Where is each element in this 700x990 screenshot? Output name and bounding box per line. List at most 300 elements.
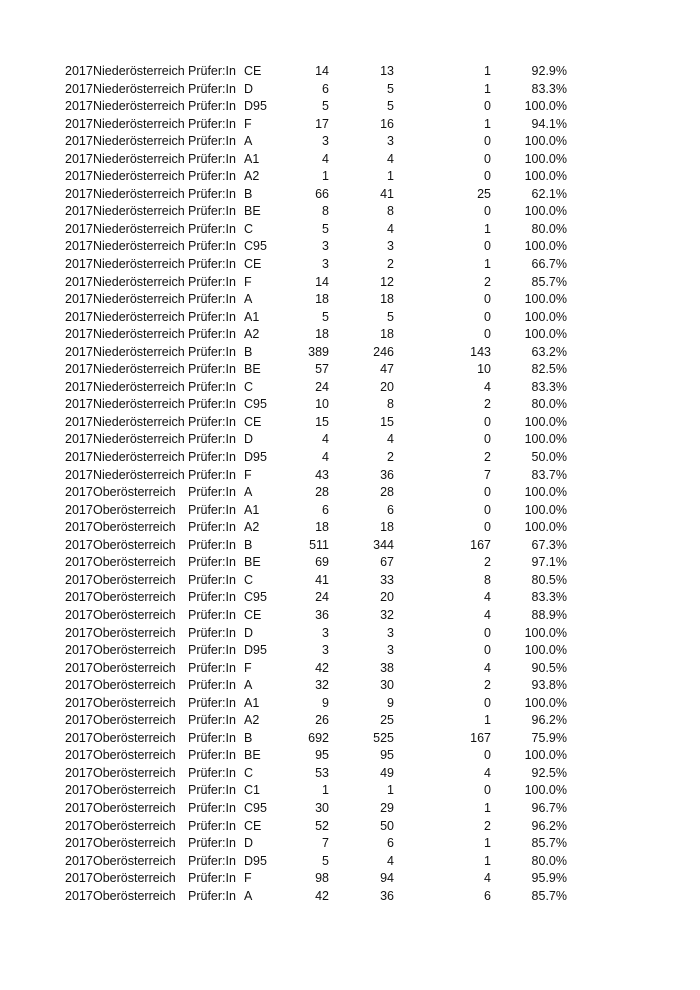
failed-count-cell: 0 bbox=[484, 99, 491, 114]
total-count-cell: 41 bbox=[315, 572, 329, 587]
region-cell: Oberösterreich bbox=[93, 572, 176, 587]
failed-count-cell: 4 bbox=[484, 379, 491, 394]
license-class-cell: B bbox=[244, 186, 253, 201]
role-cell: Prüfer:In bbox=[188, 871, 236, 886]
total-count-cell: 389 bbox=[308, 344, 329, 359]
table-row bbox=[0, 81, 700, 99]
region-cell: Oberösterreich bbox=[93, 871, 176, 886]
license-class-cell: C95 bbox=[244, 397, 267, 412]
failed-count-cell: 0 bbox=[484, 151, 491, 166]
region-cell: Oberösterreich bbox=[93, 748, 176, 763]
region-cell: Oberösterreich bbox=[93, 818, 176, 833]
failed-count-cell: 1 bbox=[484, 116, 491, 131]
pass-rate-cell: 82.5% bbox=[531, 362, 567, 377]
pass-rate-cell: 66.7% bbox=[531, 257, 567, 272]
year-cell: 2017 bbox=[65, 730, 93, 745]
failed-count-cell: 4 bbox=[484, 607, 491, 622]
license-class-cell: F bbox=[244, 274, 252, 289]
pass-rate-cell: 95.9% bbox=[531, 871, 567, 886]
region-cell: Niederösterreich bbox=[93, 292, 185, 307]
role-cell: Prüfer:In bbox=[188, 379, 236, 394]
license-class-cell: A1 bbox=[244, 502, 260, 517]
region-cell: Oberösterreich bbox=[93, 678, 176, 693]
passed-count-cell: 28 bbox=[380, 485, 394, 500]
pass-rate-cell: 85.7% bbox=[531, 888, 567, 903]
table-row bbox=[0, 151, 700, 169]
table-row bbox=[0, 642, 700, 660]
passed-count-cell: 4 bbox=[387, 432, 394, 447]
passed-count-cell: 525 bbox=[373, 730, 394, 745]
failed-count-cell: 0 bbox=[484, 169, 491, 184]
license-class-cell: C1 bbox=[244, 783, 260, 798]
region-cell: Oberösterreich bbox=[93, 836, 176, 851]
table-row bbox=[0, 274, 700, 292]
failed-count-cell: 1 bbox=[484, 853, 491, 868]
table-row bbox=[0, 379, 700, 397]
role-cell: Prüfer:In bbox=[188, 783, 236, 798]
total-count-cell: 14 bbox=[315, 274, 329, 289]
year-cell: 2017 bbox=[65, 520, 93, 535]
pass-rate-cell: 100.0% bbox=[524, 204, 567, 219]
region-cell: Oberösterreich bbox=[93, 730, 176, 745]
total-count-cell: 511 bbox=[309, 537, 329, 552]
license-class-cell: F bbox=[244, 116, 252, 131]
region-cell: Oberösterreich bbox=[93, 765, 176, 780]
license-class-cell: F bbox=[244, 871, 252, 886]
license-class-cell: CE bbox=[244, 607, 262, 622]
year-cell: 2017 bbox=[65, 116, 93, 131]
failed-count-cell: 0 bbox=[484, 239, 491, 254]
total-count-cell: 30 bbox=[315, 800, 329, 815]
pass-rate-cell: 100.0% bbox=[524, 502, 567, 517]
total-count-cell: 43 bbox=[315, 467, 329, 482]
region-cell: Niederösterreich bbox=[93, 397, 185, 412]
pass-rate-cell: 80.5% bbox=[531, 572, 567, 587]
total-count-cell: 95 bbox=[315, 748, 329, 763]
failed-count-cell: 0 bbox=[484, 502, 491, 517]
pass-rate-cell: 100.0% bbox=[524, 134, 567, 149]
total-count-cell: 5 bbox=[322, 309, 329, 324]
year-cell: 2017 bbox=[65, 888, 93, 903]
year-cell: 2017 bbox=[65, 257, 93, 272]
total-count-cell: 7 bbox=[322, 836, 329, 851]
region-cell: Niederösterreich bbox=[93, 327, 185, 342]
year-cell: 2017 bbox=[65, 344, 93, 359]
total-count-cell: 52 bbox=[315, 818, 329, 833]
year-cell: 2017 bbox=[65, 414, 93, 429]
role-cell: Prüfer:In bbox=[188, 888, 236, 903]
passed-count-cell: 5 bbox=[387, 81, 394, 96]
year-cell: 2017 bbox=[65, 204, 93, 219]
passed-count-cell: 33 bbox=[380, 572, 394, 587]
passed-count-cell: 30 bbox=[380, 678, 394, 693]
region-cell: Niederösterreich bbox=[93, 414, 185, 429]
pass-rate-cell: 62.1% bbox=[531, 186, 567, 201]
table-row bbox=[0, 800, 700, 818]
failed-count-cell: 2 bbox=[484, 678, 491, 693]
license-class-cell: A bbox=[244, 678, 253, 693]
table-row bbox=[0, 888, 700, 906]
table-row bbox=[0, 238, 700, 256]
table-row bbox=[0, 835, 700, 853]
role-cell: Prüfer:In bbox=[188, 257, 236, 272]
pass-rate-cell: 97.1% bbox=[531, 555, 567, 570]
license-class-cell: BE bbox=[244, 362, 261, 377]
year-cell: 2017 bbox=[65, 748, 93, 763]
table-row bbox=[0, 256, 700, 274]
region-cell: Oberösterreich bbox=[93, 520, 176, 535]
year-cell: 2017 bbox=[65, 450, 93, 465]
table-row bbox=[0, 519, 700, 537]
total-count-cell: 18 bbox=[315, 292, 329, 307]
license-class-cell: D95 bbox=[244, 853, 267, 868]
license-class-cell: C95 bbox=[244, 590, 267, 605]
year-cell: 2017 bbox=[65, 713, 93, 728]
region-cell: Niederösterreich bbox=[93, 99, 185, 114]
passed-count-cell: 20 bbox=[380, 590, 394, 605]
role-cell: Prüfer:In bbox=[188, 221, 236, 236]
region-cell: Oberösterreich bbox=[93, 607, 176, 622]
total-count-cell: 28 bbox=[315, 485, 329, 500]
region-cell: Niederösterreich bbox=[93, 344, 185, 359]
failed-count-cell: 0 bbox=[484, 695, 491, 710]
table-row bbox=[0, 344, 700, 362]
pass-rate-cell: 88.9% bbox=[531, 607, 567, 622]
failed-count-cell: 0 bbox=[484, 134, 491, 149]
table-row bbox=[0, 747, 700, 765]
total-count-cell: 18 bbox=[315, 327, 329, 342]
passed-count-cell: 67 bbox=[380, 555, 394, 570]
role-cell: Prüfer:In bbox=[188, 327, 236, 342]
license-class-cell: CE bbox=[244, 414, 262, 429]
failed-count-cell: 8 bbox=[484, 572, 491, 587]
region-cell: Niederösterreich bbox=[93, 169, 185, 184]
table-row bbox=[0, 870, 700, 888]
pass-rate-cell: 100.0% bbox=[524, 520, 567, 535]
region-cell: Niederösterreich bbox=[93, 186, 185, 201]
table-row bbox=[0, 221, 700, 239]
pass-rate-cell: 100.0% bbox=[524, 309, 567, 324]
license-class-cell: CE bbox=[244, 257, 262, 272]
total-count-cell: 42 bbox=[315, 660, 329, 675]
year-cell: 2017 bbox=[65, 309, 93, 324]
failed-count-cell: 2 bbox=[484, 397, 491, 412]
region-cell: Niederösterreich bbox=[93, 151, 185, 166]
license-class-cell: B bbox=[244, 344, 253, 359]
pass-rate-cell: 80.0% bbox=[531, 397, 567, 412]
role-cell: Prüfer:In bbox=[188, 169, 236, 184]
failed-count-cell: 167 bbox=[470, 730, 491, 745]
passed-count-cell: 8 bbox=[387, 397, 394, 412]
passed-count-cell: 246 bbox=[373, 344, 394, 359]
pass-rate-cell: 100.0% bbox=[524, 625, 567, 640]
year-cell: 2017 bbox=[65, 853, 93, 868]
passed-count-cell: 4 bbox=[387, 221, 394, 236]
failed-count-cell: 25 bbox=[477, 186, 491, 201]
license-class-cell: B bbox=[244, 730, 253, 745]
passed-count-cell: 29 bbox=[380, 800, 394, 815]
role-cell: Prüfer:In bbox=[188, 432, 236, 447]
passed-count-cell: 18 bbox=[380, 292, 394, 307]
region-cell: Niederösterreich bbox=[93, 116, 185, 131]
table-row bbox=[0, 677, 700, 695]
license-class-cell: D95 bbox=[244, 643, 267, 658]
table-row bbox=[0, 782, 700, 800]
table-row bbox=[0, 625, 700, 643]
passed-count-cell: 3 bbox=[387, 134, 394, 149]
region-cell: Oberösterreich bbox=[93, 537, 176, 552]
role-cell: Prüfer:In bbox=[188, 81, 236, 96]
failed-count-cell: 10 bbox=[477, 362, 491, 377]
region-cell: Niederösterreich bbox=[93, 432, 185, 447]
year-cell: 2017 bbox=[65, 678, 93, 693]
license-class-cell: B bbox=[244, 537, 253, 552]
pass-rate-cell: 92.9% bbox=[531, 64, 567, 78]
license-class-cell: D95 bbox=[244, 99, 267, 114]
year-cell: 2017 bbox=[65, 765, 93, 780]
pass-rate-cell: 75.9% bbox=[531, 730, 567, 745]
failed-count-cell: 0 bbox=[484, 625, 491, 640]
total-count-cell: 98 bbox=[315, 871, 329, 886]
pass-rate-cell: 100.0% bbox=[524, 783, 567, 798]
total-count-cell: 5 bbox=[322, 221, 329, 236]
license-class-cell: F bbox=[244, 467, 252, 482]
total-count-cell: 692 bbox=[308, 730, 329, 745]
total-count-cell: 69 bbox=[315, 555, 329, 570]
license-class-cell: A1 bbox=[244, 695, 260, 710]
year-cell: 2017 bbox=[65, 221, 93, 236]
region-cell: Niederösterreich bbox=[93, 309, 185, 324]
failed-count-cell: 0 bbox=[484, 783, 491, 798]
license-class-cell: BE bbox=[244, 748, 261, 763]
region-cell: Oberösterreich bbox=[93, 853, 176, 868]
table-row bbox=[0, 133, 700, 151]
role-cell: Prüfer:In bbox=[188, 186, 236, 201]
failed-count-cell: 167 bbox=[470, 537, 491, 552]
license-class-cell: CE bbox=[244, 818, 262, 833]
total-count-cell: 3 bbox=[322, 625, 329, 640]
license-class-cell: C95 bbox=[244, 800, 267, 815]
year-cell: 2017 bbox=[65, 502, 93, 517]
license-class-cell: A2 bbox=[244, 520, 260, 535]
passed-count-cell: 15 bbox=[380, 414, 394, 429]
year-cell: 2017 bbox=[65, 186, 93, 201]
role-cell: Prüfer:In bbox=[188, 853, 236, 868]
year-cell: 2017 bbox=[65, 169, 93, 184]
license-class-cell: D95 bbox=[244, 450, 267, 465]
year-cell: 2017 bbox=[65, 134, 93, 149]
total-count-cell: 53 bbox=[315, 765, 329, 780]
license-class-cell: D bbox=[244, 81, 254, 96]
license-class-cell: A2 bbox=[244, 327, 260, 342]
region-cell: Oberösterreich bbox=[93, 555, 176, 570]
pass-rate-cell: 92.5% bbox=[531, 765, 567, 780]
role-cell: Prüfer:In bbox=[188, 450, 236, 465]
license-class-cell: BE bbox=[244, 555, 261, 570]
failed-count-cell: 0 bbox=[484, 414, 491, 429]
total-count-cell: 3 bbox=[322, 239, 329, 254]
pass-rate-cell: 83.3% bbox=[531, 590, 567, 605]
passed-count-cell: 36 bbox=[380, 888, 394, 903]
year-cell: 2017 bbox=[65, 783, 93, 798]
role-cell: Prüfer:In bbox=[188, 765, 236, 780]
failed-count-cell: 1 bbox=[484, 64, 491, 78]
role-cell: Prüfer:In bbox=[188, 590, 236, 605]
role-cell: Prüfer:In bbox=[188, 800, 236, 815]
pass-rate-cell: 96.7% bbox=[531, 800, 567, 815]
total-count-cell: 15 bbox=[315, 414, 329, 429]
passed-count-cell: 1 bbox=[387, 169, 394, 184]
passed-count-cell: 4 bbox=[387, 151, 394, 166]
failed-count-cell: 2 bbox=[484, 274, 491, 289]
passed-count-cell: 3 bbox=[387, 239, 394, 254]
role-cell: Prüfer:In bbox=[188, 397, 236, 412]
table-row bbox=[0, 203, 700, 221]
table-row bbox=[0, 431, 700, 449]
license-class-cell: D bbox=[244, 836, 254, 851]
year-cell: 2017 bbox=[65, 99, 93, 114]
role-cell: Prüfer:In bbox=[188, 730, 236, 745]
role-cell: Prüfer:In bbox=[188, 607, 236, 622]
failed-count-cell: 4 bbox=[484, 871, 491, 886]
table-row bbox=[0, 291, 700, 309]
pass-rate-cell: 50.0% bbox=[531, 450, 567, 465]
passed-count-cell: 41 bbox=[380, 186, 394, 201]
license-class-cell: A2 bbox=[244, 713, 260, 728]
role-cell: Prüfer:In bbox=[188, 502, 236, 517]
pass-rate-cell: 85.7% bbox=[531, 836, 567, 851]
total-count-cell: 36 bbox=[315, 607, 329, 622]
pass-rate-cell: 93.8% bbox=[531, 678, 567, 693]
pass-rate-cell: 83.7% bbox=[531, 467, 567, 482]
role-cell: Prüfer:In bbox=[188, 151, 236, 166]
role-cell: Prüfer:In bbox=[188, 414, 236, 429]
region-cell: Niederösterreich bbox=[93, 379, 185, 394]
total-count-cell: 17 bbox=[315, 116, 329, 131]
role-cell: Prüfer:In bbox=[188, 572, 236, 587]
year-cell: 2017 bbox=[65, 485, 93, 500]
year-cell: 2017 bbox=[65, 379, 93, 394]
role-cell: Prüfer:In bbox=[188, 362, 236, 377]
table-row bbox=[0, 660, 700, 678]
license-class-cell: C95 bbox=[244, 239, 267, 254]
passed-count-cell: 49 bbox=[380, 765, 394, 780]
region-cell: Niederösterreich bbox=[93, 204, 185, 219]
passed-count-cell: 6 bbox=[387, 502, 394, 517]
region-cell: Oberösterreich bbox=[93, 888, 176, 903]
total-count-cell: 1 bbox=[322, 169, 329, 184]
year-cell: 2017 bbox=[65, 555, 93, 570]
pass-rate-cell: 83.3% bbox=[531, 379, 567, 394]
year-cell: 2017 bbox=[65, 607, 93, 622]
region-cell: Oberösterreich bbox=[93, 800, 176, 815]
region-cell: Oberösterreich bbox=[93, 502, 176, 517]
license-class-cell: C bbox=[244, 221, 254, 236]
year-cell: 2017 bbox=[65, 81, 93, 96]
passed-count-cell: 47 bbox=[380, 362, 394, 377]
failed-count-cell: 1 bbox=[484, 81, 491, 96]
total-count-cell: 3 bbox=[322, 134, 329, 149]
pass-rate-cell: 94.1% bbox=[531, 116, 567, 131]
table-row bbox=[0, 572, 700, 590]
role-cell: Prüfer:In bbox=[188, 625, 236, 640]
table-row bbox=[0, 168, 700, 186]
year-cell: 2017 bbox=[65, 467, 93, 482]
failed-count-cell: 0 bbox=[484, 485, 491, 500]
license-class-cell: CE bbox=[244, 64, 262, 78]
year-cell: 2017 bbox=[65, 590, 93, 605]
total-count-cell: 18 bbox=[315, 520, 329, 535]
role-cell: Prüfer:In bbox=[188, 239, 236, 254]
failed-count-cell: 7 bbox=[484, 467, 491, 482]
year-cell: 2017 bbox=[65, 625, 93, 640]
role-cell: Prüfer:In bbox=[188, 309, 236, 324]
pass-rate-cell: 96.2% bbox=[531, 713, 567, 728]
total-count-cell: 8 bbox=[322, 204, 329, 219]
total-count-cell: 57 bbox=[315, 362, 329, 377]
role-cell: Prüfer:In bbox=[188, 818, 236, 833]
table-row bbox=[0, 98, 700, 116]
passed-count-cell: 95 bbox=[380, 748, 394, 763]
failed-count-cell: 0 bbox=[484, 520, 491, 535]
role-cell: Prüfer:In bbox=[188, 485, 236, 500]
role-cell: Prüfer:In bbox=[188, 520, 236, 535]
pass-rate-cell: 67.3% bbox=[531, 537, 567, 552]
passed-count-cell: 25 bbox=[380, 713, 394, 728]
table-row bbox=[0, 818, 700, 836]
table-row bbox=[0, 326, 700, 344]
failed-count-cell: 0 bbox=[484, 643, 491, 658]
total-count-cell: 4 bbox=[322, 432, 329, 447]
table-row bbox=[0, 449, 700, 467]
pass-rate-cell: 100.0% bbox=[524, 99, 567, 114]
region-cell: Niederösterreich bbox=[93, 134, 185, 149]
failed-count-cell: 0 bbox=[484, 309, 491, 324]
passed-count-cell: 1 bbox=[387, 783, 394, 798]
region-cell: Niederösterreich bbox=[93, 362, 185, 377]
table-row bbox=[0, 186, 700, 204]
passed-count-cell: 36 bbox=[380, 467, 394, 482]
total-count-cell: 5 bbox=[322, 853, 329, 868]
license-class-cell: A bbox=[244, 292, 253, 307]
table-row bbox=[0, 467, 700, 485]
pass-rate-cell: 85.7% bbox=[531, 274, 567, 289]
pass-rate-cell: 100.0% bbox=[524, 151, 567, 166]
year-cell: 2017 bbox=[65, 695, 93, 710]
total-count-cell: 6 bbox=[322, 502, 329, 517]
pass-rate-cell: 100.0% bbox=[524, 485, 567, 500]
year-cell: 2017 bbox=[65, 362, 93, 377]
pass-rate-cell: 100.0% bbox=[524, 695, 567, 710]
year-cell: 2017 bbox=[65, 397, 93, 412]
table-row bbox=[0, 695, 700, 713]
pass-rate-cell: 90.5% bbox=[531, 660, 567, 675]
failed-count-cell: 0 bbox=[484, 292, 491, 307]
passed-count-cell: 8 bbox=[387, 204, 394, 219]
failed-count-cell: 1 bbox=[484, 800, 491, 815]
passed-count-cell: 344 bbox=[373, 537, 394, 552]
year-cell: 2017 bbox=[65, 292, 93, 307]
year-cell: 2017 bbox=[65, 537, 93, 552]
pass-rate-cell: 100.0% bbox=[524, 327, 567, 342]
role-cell: Prüfer:In bbox=[188, 344, 236, 359]
passed-count-cell: 5 bbox=[387, 99, 394, 114]
year-cell: 2017 bbox=[65, 643, 93, 658]
failed-count-cell: 0 bbox=[484, 204, 491, 219]
total-count-cell: 1 bbox=[322, 783, 329, 798]
role-cell: Prüfer:In bbox=[188, 467, 236, 482]
license-class-cell: D bbox=[244, 432, 254, 447]
